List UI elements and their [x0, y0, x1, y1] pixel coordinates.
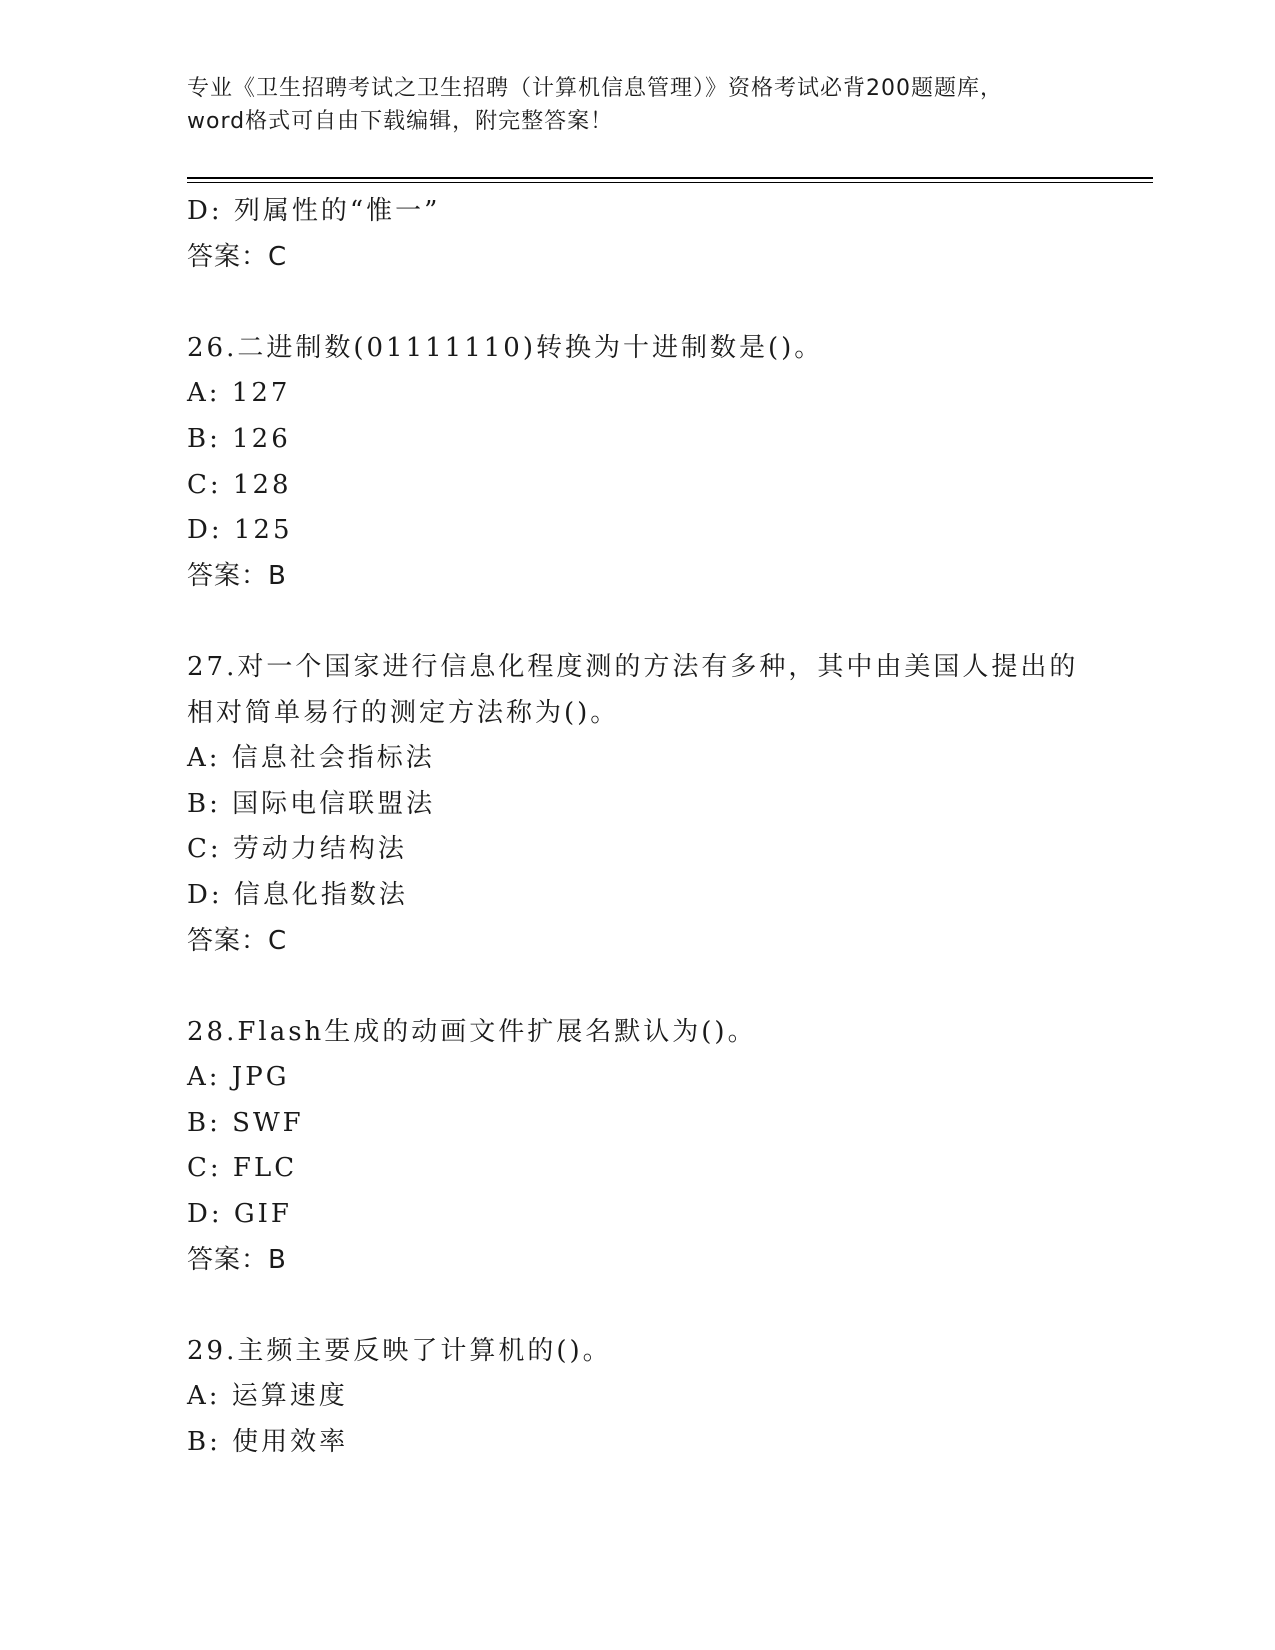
option-a: A: 运算速度 [187, 1381, 348, 1412]
option-c: C: 128 [187, 469, 292, 500]
question-text: 26.二进制数(01111110)转换为十进制数是()。 [187, 332, 824, 363]
header-divider-thin [187, 182, 1153, 183]
option-c: C: 劳动力结构法 [187, 834, 407, 865]
spacer [187, 964, 1087, 1010]
option-d: D: GIF [187, 1199, 292, 1230]
answer-label: 答案：B [187, 560, 287, 591]
option-b: B: 国际电信联盟法 [187, 788, 436, 819]
spacer [187, 1283, 1087, 1329]
answer-label: 答案：B [187, 1244, 287, 1275]
question-28 [187, 1010, 1087, 1284]
answer-label: 答案：C [187, 925, 288, 956]
spacer [187, 599, 1087, 645]
spacer [187, 280, 1087, 326]
header-divider-thick [187, 177, 1153, 179]
option-b: B: 126 [187, 423, 291, 454]
question-text: 29.主频主要反映了计算机的()。 [187, 1335, 612, 1366]
header-line-1: 专业《卫生招聘考试之卫生招聘（计算机信息管理）》资格考试必背200题题库， [187, 76, 1003, 101]
document-header [187, 72, 1087, 138]
question-29 [187, 1329, 1087, 1466]
question-list [187, 189, 1087, 1466]
option-a: A: 127 [187, 378, 291, 409]
question-26 [187, 326, 1087, 600]
option-c: C: FLC [187, 1153, 298, 1184]
option-d: D: 125 [187, 515, 293, 546]
option-a: A: JPG [187, 1062, 290, 1093]
option-b: B: 使用效率 [187, 1427, 349, 1458]
question-text: 28.Flash生成的动画文件扩展名默认为()。 [187, 1016, 757, 1047]
question-text-line-1: 27.对一个国家进行信息化程度测的方法有多种，其中由美国人提出的 [187, 651, 1079, 682]
header-line-2: word格式可自由下载编辑，附完整答案！ [187, 109, 614, 134]
answer-label: 答案：C [187, 241, 288, 272]
question-27 [187, 645, 1087, 964]
option-d: D: 信息化指数法 [187, 879, 408, 910]
question-25 [187, 189, 1087, 280]
option-d: D: 列属性的“惟一” [187, 196, 441, 226]
option-b: B: SWF [187, 1107, 304, 1138]
question-text-line-2: 相对简单易行的测定方法称为()。 [187, 697, 620, 728]
option-a: A: 信息社会指标法 [187, 743, 435, 774]
